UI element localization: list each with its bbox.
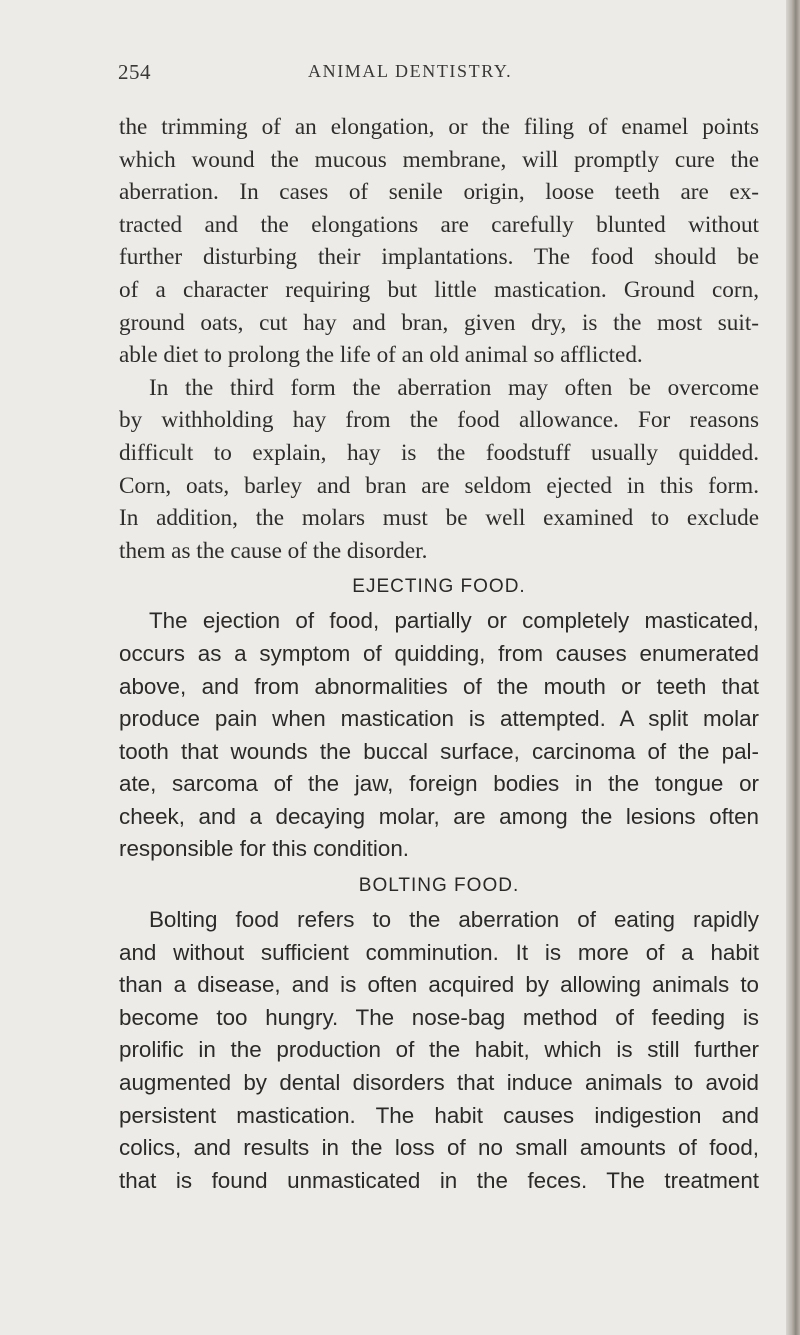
text-line: responsible for this condition. <box>119 836 409 862</box>
paragraph <box>119 605 759 866</box>
text-line: Corn, oats, barley and bran are seldom ejected in this form. <box>119 472 759 499</box>
text-line: become too hungry. The nose-bag method of feeding is <box>119 1004 759 1030</box>
text-line: of a character requiring but little mastication. Ground corn, <box>119 276 759 303</box>
running-title: ANIMAL DENTISTRY. <box>308 61 513 81</box>
text-line: aberration. In cases of senile origin, loose teeth are ex- <box>119 179 759 206</box>
text-line: by withholding hay from the food allowance. For reasons <box>119 407 759 434</box>
text-line: ground oats, cut hay and bran, given dry, is the most suit- <box>119 309 759 336</box>
text-line: colics, and results in the loss of no small amounts of food, <box>119 1135 759 1161</box>
text-line: The ejection of food, partially or completely masticated, <box>149 608 759 634</box>
section-heading-ejecting-food: EJECTING FOOD. <box>352 576 526 598</box>
text-line: tracted and the elongations are carefully blunted without <box>119 211 759 238</box>
page-header <box>118 60 758 90</box>
text-line: that is found unmasticated in the feces. The treatment <box>119 1167 759 1193</box>
text-line: Bolting food refers to the aberration of eating rapidly <box>149 907 759 933</box>
text-line: above, and from abnormalities of the mouth or teeth that <box>119 673 759 699</box>
paragraph <box>119 904 759 1197</box>
text-line: further disturbing their implantations. The food should be <box>119 244 759 271</box>
paragraph <box>119 372 759 568</box>
text-line: than a disease, and is often acquired by allowing animals to <box>119 972 759 998</box>
page-edge-shadow <box>786 0 800 1335</box>
text-line: In addition, the molars must be well examined to exclude <box>119 505 759 532</box>
text-line: In the third form the aberration may often be overcome <box>149 374 759 401</box>
page-number: 254 <box>118 60 151 84</box>
section-heading-bolting-food: BOLTING FOOD. <box>358 875 520 897</box>
text-line: cheek, and a decaying molar, are among the lesions often <box>119 803 759 829</box>
text-line: tooth that wounds the buccal surface, carcinoma of the pal- <box>119 738 759 764</box>
text-line: able diet to prolong the life of an old animal so afflicted. <box>119 342 643 369</box>
text-line: difficult to explain, hay is the foodstuff usually quidded. <box>119 439 759 466</box>
text-line: persistent mastication. The habit causes indigestion and <box>119 1102 759 1128</box>
text-line: produce pain when mastication is attempted. A split molar <box>119 706 759 732</box>
text-line: prolific in the production of the habit, which is still further <box>119 1037 759 1063</box>
body-text <box>119 111 759 1197</box>
text-line: ate, sarcoma of the jaw, foreign bodies in the tongue or <box>119 771 759 797</box>
text-line: the trimming of an elongation, or the filing of enamel points <box>119 114 759 140</box>
paragraph <box>119 111 759 372</box>
text-line: augmented by dental disorders that induce animals to avoid <box>119 1070 759 1096</box>
text-line: them as the cause of the disorder. <box>119 537 428 564</box>
text-line: occurs as a symptom of quidding, from causes enumerated <box>119 640 759 666</box>
text-line: which wound the mucous membrane, will promptly cure the <box>119 146 759 173</box>
text-line: and without sufficient comminution. It is more of a habit <box>119 939 759 965</box>
